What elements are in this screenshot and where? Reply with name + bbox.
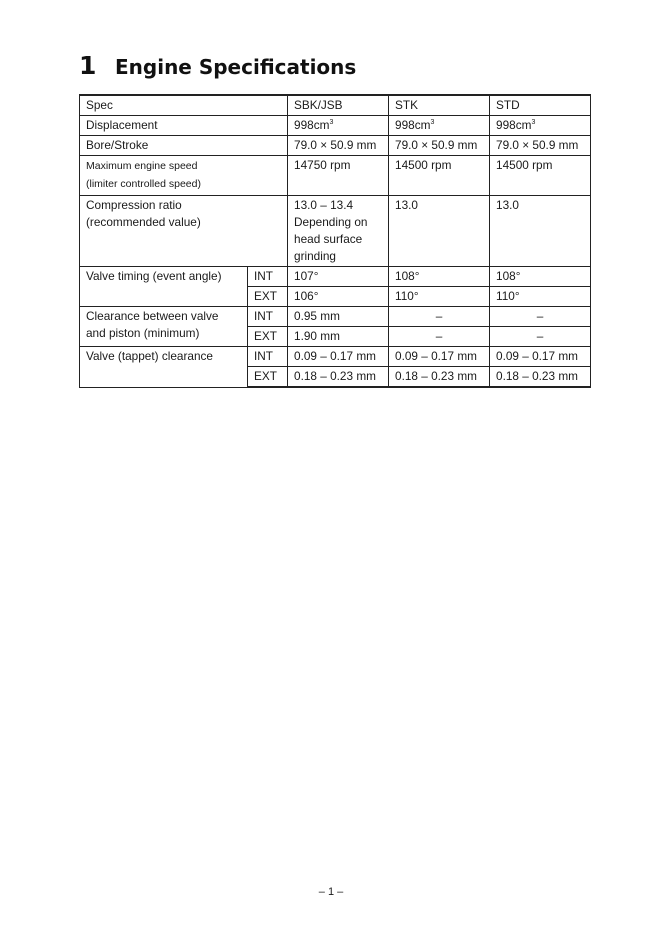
- valve-timing-label: Valve timing (event angle): [80, 267, 248, 307]
- valve-timing-value: 110°: [389, 287, 490, 307]
- header-std: STD: [490, 95, 591, 116]
- tappet-clearance-value: 0.09 – 0.17 mm: [490, 347, 591, 367]
- tappet-clearance-value: 0.09 – 0.17 mm: [389, 347, 490, 367]
- header-spec: Spec: [80, 95, 288, 116]
- tappet-clearance-value: 0.18 – 0.23 mm: [389, 367, 490, 388]
- tappet-clearance-label: Valve (tappet) clearance: [80, 347, 248, 388]
- compression-label: Compression ratio (recommended value): [80, 196, 288, 267]
- table-row-tappet-int: [80, 347, 591, 367]
- max-speed-label: Maximum engine speed (limiter controlled speed): [80, 156, 288, 196]
- bore-stroke-value: 79.0 × 50.9 mm: [288, 136, 389, 156]
- page-number: – 1 –: [318, 886, 344, 898]
- tappet-clearance-value: 0.18 – 0.23 mm: [288, 367, 389, 388]
- displacement-label: Displacement: [80, 116, 288, 136]
- max-speed-value: 14750 rpm: [288, 156, 389, 196]
- table-row-bore-stroke: [80, 136, 591, 156]
- table-row-compression: [80, 196, 591, 267]
- sub-label-ext: EXT: [248, 287, 288, 307]
- compression-value-sbk: 13.0 – 13.4 Depending on head surface grinding: [288, 196, 389, 267]
- bore-stroke-value: 79.0 × 50.9 mm: [490, 136, 591, 156]
- displacement-value: $998cm^3$: [288, 116, 389, 136]
- section-title: Engine Specifications: [115, 55, 357, 79]
- table-row-clearance-int: [80, 307, 591, 327]
- section-heading: [79, 44, 356, 82]
- valve-timing-value: 110°: [490, 287, 591, 307]
- clearance-piston-value: –: [389, 327, 490, 347]
- table-header-row: [80, 95, 591, 116]
- table-row-max-speed: [80, 156, 591, 196]
- tappet-clearance-value: 0.09 – 0.17 mm: [288, 347, 389, 367]
- clearance-piston-value: –: [490, 307, 591, 327]
- max-speed-value: 14500 rpm: [389, 156, 490, 196]
- valve-timing-value: 108°: [389, 267, 490, 287]
- table-row-valve-timing-int: [80, 267, 591, 287]
- clearance-piston-value: 0.95 mm: [288, 307, 389, 327]
- max-speed-value: 14500 rpm: [490, 156, 591, 196]
- clearance-piston-label: Clearance between valve and piston (minimum): [80, 307, 248, 347]
- sub-label-ext: EXT: [248, 327, 288, 347]
- header-stk: STK: [389, 95, 490, 116]
- sub-label-int: INT: [248, 267, 288, 287]
- header-sbk-jsb: SBK/JSB: [288, 95, 389, 116]
- clearance-piston-value: 1.90 mm: [288, 327, 389, 347]
- clearance-piston-value: –: [490, 327, 591, 347]
- tappet-clearance-value: 0.18 – 0.23 mm: [490, 367, 591, 388]
- bore-stroke-label: Bore/Stroke: [80, 136, 288, 156]
- valve-timing-value: 106°: [288, 287, 389, 307]
- bore-stroke-value: 79.0 × 50.9 mm: [389, 136, 490, 156]
- displacement-value: $998cm^3$: [389, 116, 490, 136]
- displacement-value: $998cm^3$: [490, 116, 591, 136]
- sub-label-int: INT: [248, 347, 288, 367]
- compression-value-stk: 13.0: [389, 196, 490, 267]
- clearance-piston-value: –: [389, 307, 490, 327]
- sub-label-int: INT: [248, 307, 288, 327]
- section-number: 1: [79, 51, 97, 80]
- sub-label-ext: EXT: [248, 367, 288, 388]
- valve-timing-value: 107°: [288, 267, 389, 287]
- engine-spec-table: [79, 94, 591, 388]
- table-row-displacement: [80, 116, 591, 136]
- valve-timing-value: 108°: [490, 267, 591, 287]
- compression-value-std: 13.0: [490, 196, 591, 267]
